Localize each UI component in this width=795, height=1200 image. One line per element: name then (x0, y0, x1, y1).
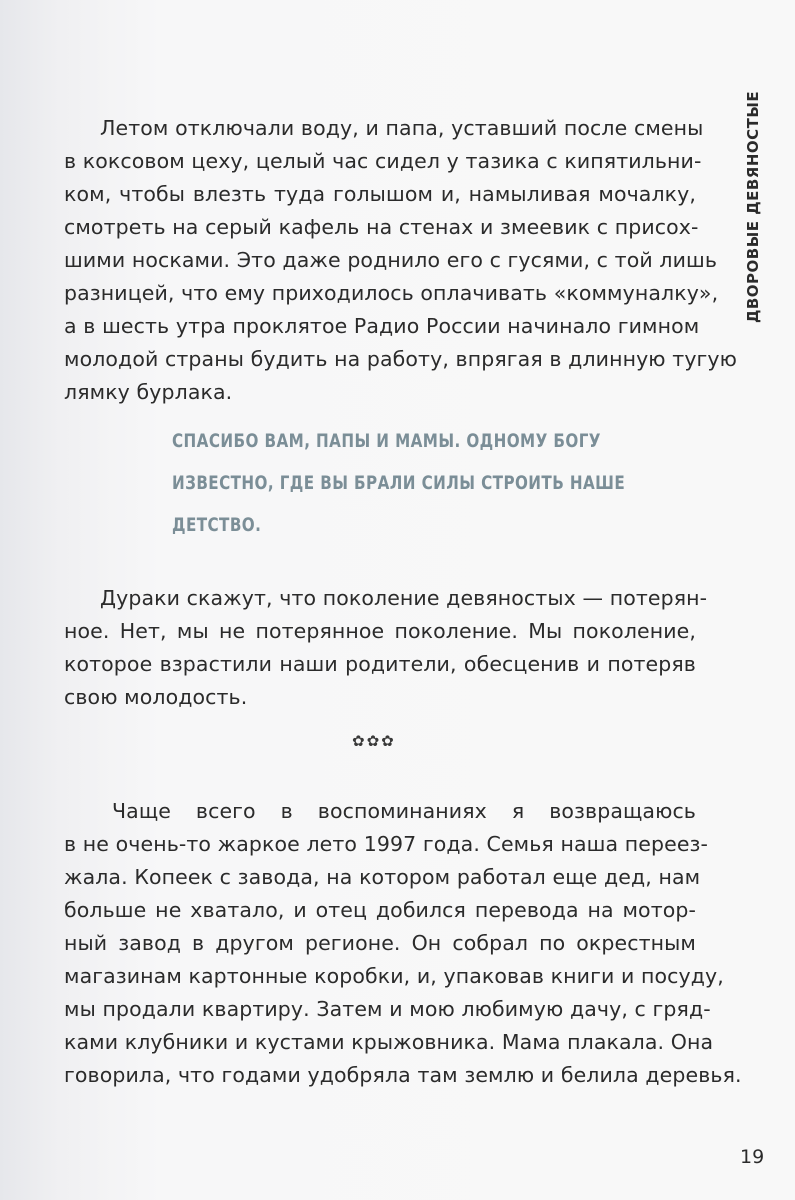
pull-quote-line: СПАСИБО ВАМ, ПАПЫ И МАМЫ. ОДНОМУ БОГУ (172, 430, 601, 452)
paragraph-3-line: в не очень-то жаркое лето 1997 года. Семья наша переез- (64, 832, 709, 856)
paragraph-1-line: ком, чтобы влезть туда голышом и, намыливая мочалку, (64, 182, 696, 206)
pull-quote-line: ДЕТСТВО. (172, 514, 262, 536)
paragraph-1-line: шими носками. Это даже роднило его с гусями, с той лишь (64, 248, 718, 272)
paragraph-1-line: смотреть на серый кафель на стенах и змеевик с присох- (64, 215, 699, 239)
running-head (742, 90, 764, 323)
paragraph-1-line: разницей, что ему приходилось оплачивать «коммуналку», (64, 281, 719, 305)
paragraph-3-line: говорила, что годами удобряла там землю и белила деревья. (64, 1063, 742, 1087)
paragraph-1-line: Летом отключали воду, и папа, уставший после смены (100, 116, 704, 140)
paragraph-2-line: ное. Нет, мы не потерянное поколение. Мы поколение, (64, 619, 696, 643)
page-number: 19 (740, 1146, 765, 1168)
paragraph-1-line: а в шесть утра проклятое Радио России начинало гимном (64, 314, 700, 338)
pull-quote-line: ИЗВЕСТНО, ГДЕ ВЫ БРАЛИ СИЛЫ СТРОИТЬ НАШЕ (172, 472, 626, 494)
paragraph-2-line: которое взрастили наши родители, обесценив и потеряв (64, 652, 696, 676)
paragraph-3-line: магазинам картонные коробки, и, упаковав книги и посуду, (64, 964, 724, 988)
paragraph-2-line: свою молодость. (64, 685, 248, 709)
paragraph-3-line: ный завод в другом регионе. Он собрал по окрестным (64, 931, 696, 955)
paragraph-1-line: лямку бурлака. (64, 380, 233, 404)
section-divider-ornament: ✿✿✿ (352, 732, 396, 750)
paragraph-1-line: молодой страны будить на работу, впрягая в длинную тугую (64, 347, 738, 371)
paragraph-3-line: жала. Копеек с завода, на котором работал еще дед, нам (64, 865, 701, 889)
paragraph-3-line: ками клубники и кустами крыжовника. Мама плакала. Она (64, 1030, 714, 1054)
paragraph-1-line: в коксовом цеху, целый час сидел у тазика с кипятильни- (64, 149, 702, 173)
paragraph-3-line: Чаще всего в воспоминаниях я возвращаюсь (112, 799, 696, 823)
running-head-text: ДВОРОВЫЕ ДЕВЯНОСТЫЕ (744, 90, 762, 323)
paragraph-2-line: Дураки скажут, что поколение девяностых — потерян- (100, 586, 708, 610)
paragraph-3-line: мы продали квартиру. Затем и мою любимую дачу, с гряд- (64, 997, 711, 1021)
paragraph-3-line: больше не хватало, и отец добился перевода на мотор- (64, 898, 696, 922)
